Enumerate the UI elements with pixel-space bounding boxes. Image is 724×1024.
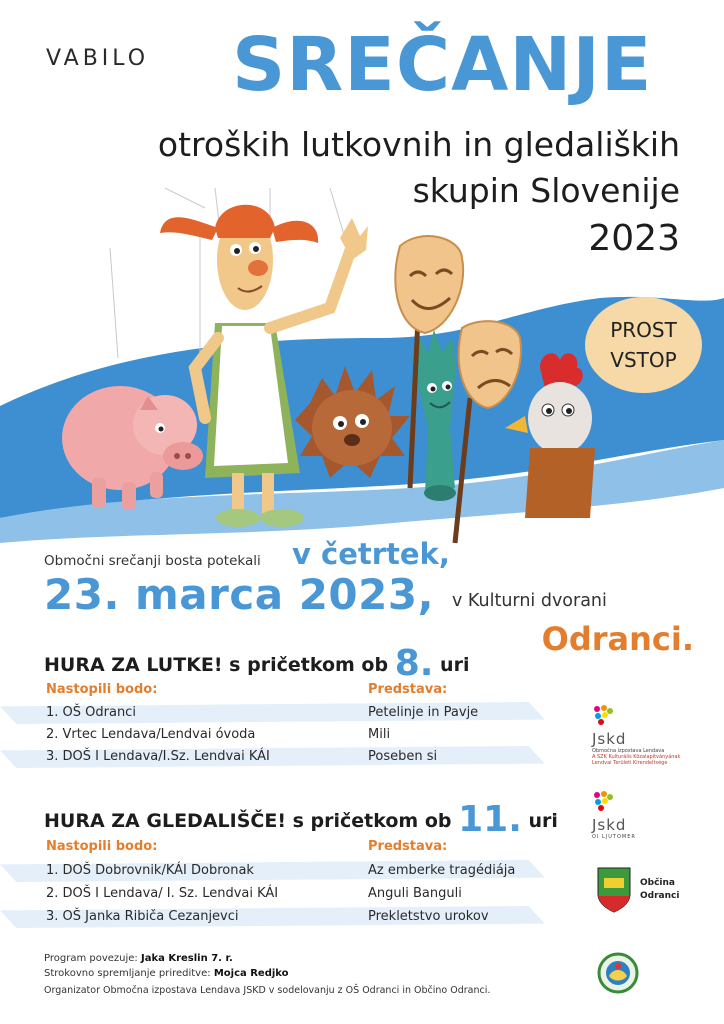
event-place: Odranci. [541,620,694,658]
credits-block [44,951,289,981]
performer-cell: 3. OŠ Janka Ribiča Cezanjevci [46,909,239,924]
obcina-line-2: Odranci [640,891,680,901]
section-puppets-hour: 8. [394,643,434,684]
coat-of-arms-icon [596,866,632,914]
host-name: Jaka Kreslin 7. r. [140,953,233,964]
obcina-odranci-logo [596,866,706,916]
performer-cell: 2. DOŠ I Lendava/ I. Sz. Lendvai KÁI [46,886,279,901]
performers-column-header: Nastopili bodo: [46,839,158,854]
performer-cell: 1. DOŠ Dobrovnik/KÁI Dobronak [46,863,254,878]
jskd-dots-icon [592,704,614,726]
show-cell: Poseben si [368,749,438,764]
section-puppets-suffix: uri [440,654,470,676]
jskd-lendava-line-1: Območna izpostava Lendava [592,748,665,754]
supervision-name: Mojca Redjko [213,968,289,979]
intro-text: Območni srečanji bosta potekali [44,553,261,569]
jskd-lendava-logo [592,704,702,766]
section-puppets-title: HURA ZA LUTKE! s pričetkom ob [44,654,389,676]
jskd-lendava-name: Jskd [592,730,627,748]
event-venue: v Kulturni dvorani [452,591,607,611]
show-cell: Az emberke tragédiája [368,863,516,878]
show-cell: Anguli Banguli [368,886,462,901]
performers-column-header: Nastopili bodo: [46,682,158,697]
organizer-note: Organizator Območna izpostava Lendava JSKD v sodelovanju z OŠ Odranci in Občino Odranci. [44,985,491,996]
subtitle-line-1: otroških lutkovnih in gledaliških [157,125,680,164]
table-row [0,906,560,930]
performer-cell: 3. DOŠ I Lendava/I.Sz. Lendvai KÁI [46,749,270,764]
poster-year: 2023 [588,218,680,259]
free-entry-badge [585,297,702,393]
poster-title: SREČANJE [232,22,653,108]
show-cell: Petelinje in Pavje [368,705,479,720]
jskd-ljutomer-logo [592,790,672,840]
invitation-label: VABILO [46,46,150,71]
jskd-dots-icon [592,790,614,812]
section-puppets-heading [44,643,469,684]
section-theatre-heading [44,799,558,840]
host-label: Program povezuje: [44,953,138,964]
table-row [0,724,560,748]
show-cell: Prekletstvo urokov [368,909,489,924]
section-theatre-title: HURA ZA GLEDALIŠČE! s pričetkom ob [44,810,452,832]
table-row [0,702,560,726]
school-emblem-icon [597,952,639,994]
supervision-label: Strokovno spremljanje prireditve: [44,968,211,979]
table-row [0,746,560,770]
subtitle-line-2: skupin Slovenije [412,171,680,210]
performer-cell: 1. OŠ Odranci [46,705,136,720]
show-cell: Mili [368,727,391,742]
section-theatre-suffix: uri [528,810,558,832]
jskd-lendava-line-3: Lendvai Területi Kirendeltsége [592,760,668,766]
show-column-header: Predstava: [368,682,448,697]
jskd-ljutomer-name: Jskd [592,816,627,834]
table-row [0,883,560,907]
show-column-header: Predstava: [368,839,448,854]
event-day: v četrtek, [292,537,450,571]
obcina-line-1: Občina [640,878,675,888]
free-entry-line-2: VSTOP [610,348,677,372]
free-entry-line-1: PROST [610,318,677,342]
jskd-ljutomer-sub: OI LJUTOMER [592,834,636,840]
event-date: 23. marca 2023, [44,570,435,619]
section-theatre-hour: 11. [458,799,522,840]
table-row [0,860,560,884]
jskd-lendava-line-2: A SZK Kulturális Közalapítványának [592,754,681,760]
performer-cell: 2. Vrtec Lendava/Lendvai óvoda [46,727,256,742]
